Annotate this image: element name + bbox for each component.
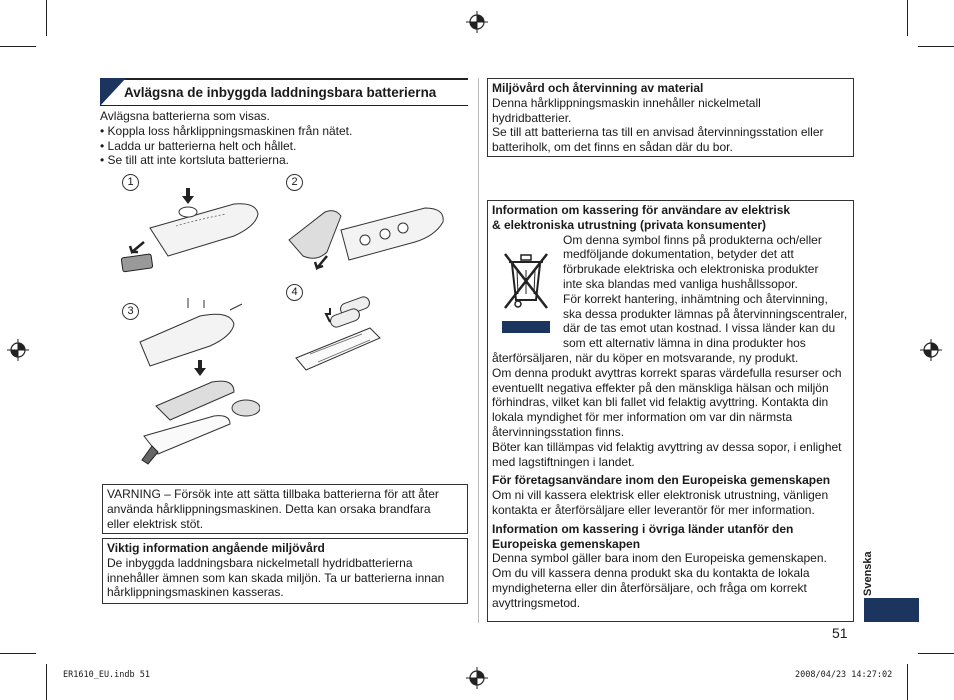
disposal-icon-line: ska dessa produkter lämnas på återvinningscentraler, <box>563 306 848 321</box>
footer-file: ER1610_EU.indb 51 <box>63 670 150 680</box>
disposal-body-line: Böter kan tillämpas vid felaktig avyttring av dessa sopor, i enlighet <box>492 439 842 454</box>
crop-mark <box>46 664 47 700</box>
eu-business-line: Om ni vill kassera elektrisk eller elektronisk utrustning, vänligen <box>492 488 829 503</box>
intro-line: • Ladda ur batterierna helt och hållet. <box>100 138 297 153</box>
disposal-body-line: förhindras, vilket kan bli fallet vid felaktig avyttring. Kontakta din <box>492 395 829 410</box>
intro-line: • Koppla loss hårklippningsmaskinen från nätet. <box>100 123 353 138</box>
illustration-step-3 <box>130 296 260 476</box>
other-countries-line: avyttringsmetod. <box>492 595 581 610</box>
environment-box <box>102 538 468 604</box>
illustration-step-1 <box>116 186 264 282</box>
intro-text <box>100 109 468 168</box>
intro-line: • Se till att inte kortsluta batterierna. <box>100 153 289 168</box>
illustration-step-4 <box>290 288 400 376</box>
recycling-line: Se till att batterierna tas till en anvisad återvinningsstation eller <box>492 125 824 140</box>
disposal-body-line: eventuellt negativa effekter på den mänskliga hälsan och miljön <box>492 380 829 395</box>
disposal-body-line: återförsäljaren, när du köper en motsvarande, ny produkt. <box>492 350 799 365</box>
warning-line: VARNING – Försök inte att sätta tillbaka batterierna för att åter <box>107 487 439 501</box>
page-number: 51 <box>832 625 848 641</box>
intro-line: Avlägsna batterierna som visas. <box>100 109 270 123</box>
disposal-body-line: lokala myndighet för mer information om var din närmsta <box>492 410 793 425</box>
header-triangle <box>100 78 126 106</box>
crop-mark <box>0 46 36 47</box>
figure-number: 4 <box>286 284 303 301</box>
other-countries-line: myndigheterna eller din återförsäljare, och fråga om korrekt <box>492 580 807 595</box>
disposal-title-line: & elektroniska utrustning (privata konsumenter) <box>492 217 767 232</box>
header-rule <box>100 105 468 106</box>
recycling-box <box>487 78 854 157</box>
section-header <box>100 78 468 106</box>
environment-box-title: Viktig information angående miljövård <box>107 541 325 555</box>
crop-mark <box>0 653 36 654</box>
header-rule <box>100 78 468 80</box>
crop-mark <box>46 0 47 36</box>
other-countries-line: Om du vill kassera denna produkt ska du kontakta de lokala <box>492 566 810 581</box>
figure-number: 3 <box>122 303 139 320</box>
environment-line: innehåller ämnen som kan skada miljön. Ta ur batterierna innan <box>107 570 445 585</box>
other-countries-title: Information om kassering i övriga länder utanför den <box>492 521 794 536</box>
crossed-bin-icon <box>499 250 553 336</box>
recycling-box-title: Miljövård och återvinning av material <box>492 81 704 95</box>
footer-datetime: 2008/04/23 14:27:02 <box>795 670 893 680</box>
illustration-step-2 <box>285 200 450 272</box>
figure-number: 2 <box>286 174 303 191</box>
other-countries-line: Denna symbol gäller bara inom den Europeiska gemenskapen. <box>492 551 827 566</box>
environment-line: hårklippningsmaskinen kasseras. <box>107 585 284 600</box>
disposal-icon-line: där de tas emot utan kostnad. I vissa länder kan du <box>563 321 836 336</box>
disposal-icon-line: förbrukade elektriska och elektroniska produkter <box>563 262 819 277</box>
registration-mark-icon <box>466 667 488 689</box>
registration-mark-icon <box>466 11 488 33</box>
disposal-icon-line: medföljande dokumentation, betyder det att <box>563 247 794 262</box>
warning-line: använda hårklippningsmaskinen. Detta kan orsaka brandfara <box>107 501 431 516</box>
disposal-icon-line: Om denna symbol finns på produkterna och/eller <box>563 232 822 247</box>
environment-line: De inbyggda laddningsbara nickelmetall hydridbatterierna <box>107 555 413 570</box>
warning-box <box>102 484 468 534</box>
disposal-title-line: Information om kassering för användare av elektrisk <box>492 203 791 217</box>
disposal-body-line: återvinningsstation finns. <box>492 424 625 439</box>
crop-mark <box>907 0 908 36</box>
eu-business-title: För företagsanvändare inom den Europeiska gemenskapen <box>492 473 831 488</box>
crop-mark <box>907 664 908 700</box>
disposal-icon-line: som ett alternativ lämna in dina produkter hos <box>563 336 806 351</box>
warning-line: eller elektrisk stöt. <box>107 516 204 531</box>
language-tab <box>864 598 919 622</box>
recycling-line: hydridbatterier. <box>492 110 572 125</box>
disposal-body-line: med lagstiftningen i landet. <box>492 454 635 469</box>
section-title: Avlägsna de inbyggda laddningsbara batterierna <box>124 85 437 100</box>
disposal-body-line: Om denna produkt avyttras korrekt sparas värdefulla resurser och <box>492 365 842 380</box>
disposal-icon-line: För korrekt hantering, inhämtning och återvinning, <box>563 291 828 306</box>
language-tab-label: Svenska <box>862 551 874 596</box>
registration-mark-icon <box>7 339 29 361</box>
disposal-icon-line: inte ska blandas med vanliga hushållssopor. <box>563 276 798 291</box>
crop-mark <box>918 653 954 654</box>
eu-business-line: kontakta er återförsäljare eller leverantör för mer information. <box>492 502 815 517</box>
recycling-line: Denna hårklippningsmaskin innehåller nickelmetall <box>492 95 761 110</box>
figure-number: 1 <box>122 174 139 191</box>
crop-mark <box>918 46 954 47</box>
registration-mark-icon <box>920 339 942 361</box>
column-divider <box>478 78 479 623</box>
recycling-line: batteriholk, om det finns en sådan där du bor. <box>492 140 733 155</box>
other-countries-title: Europeiska gemenskapen <box>492 536 641 551</box>
